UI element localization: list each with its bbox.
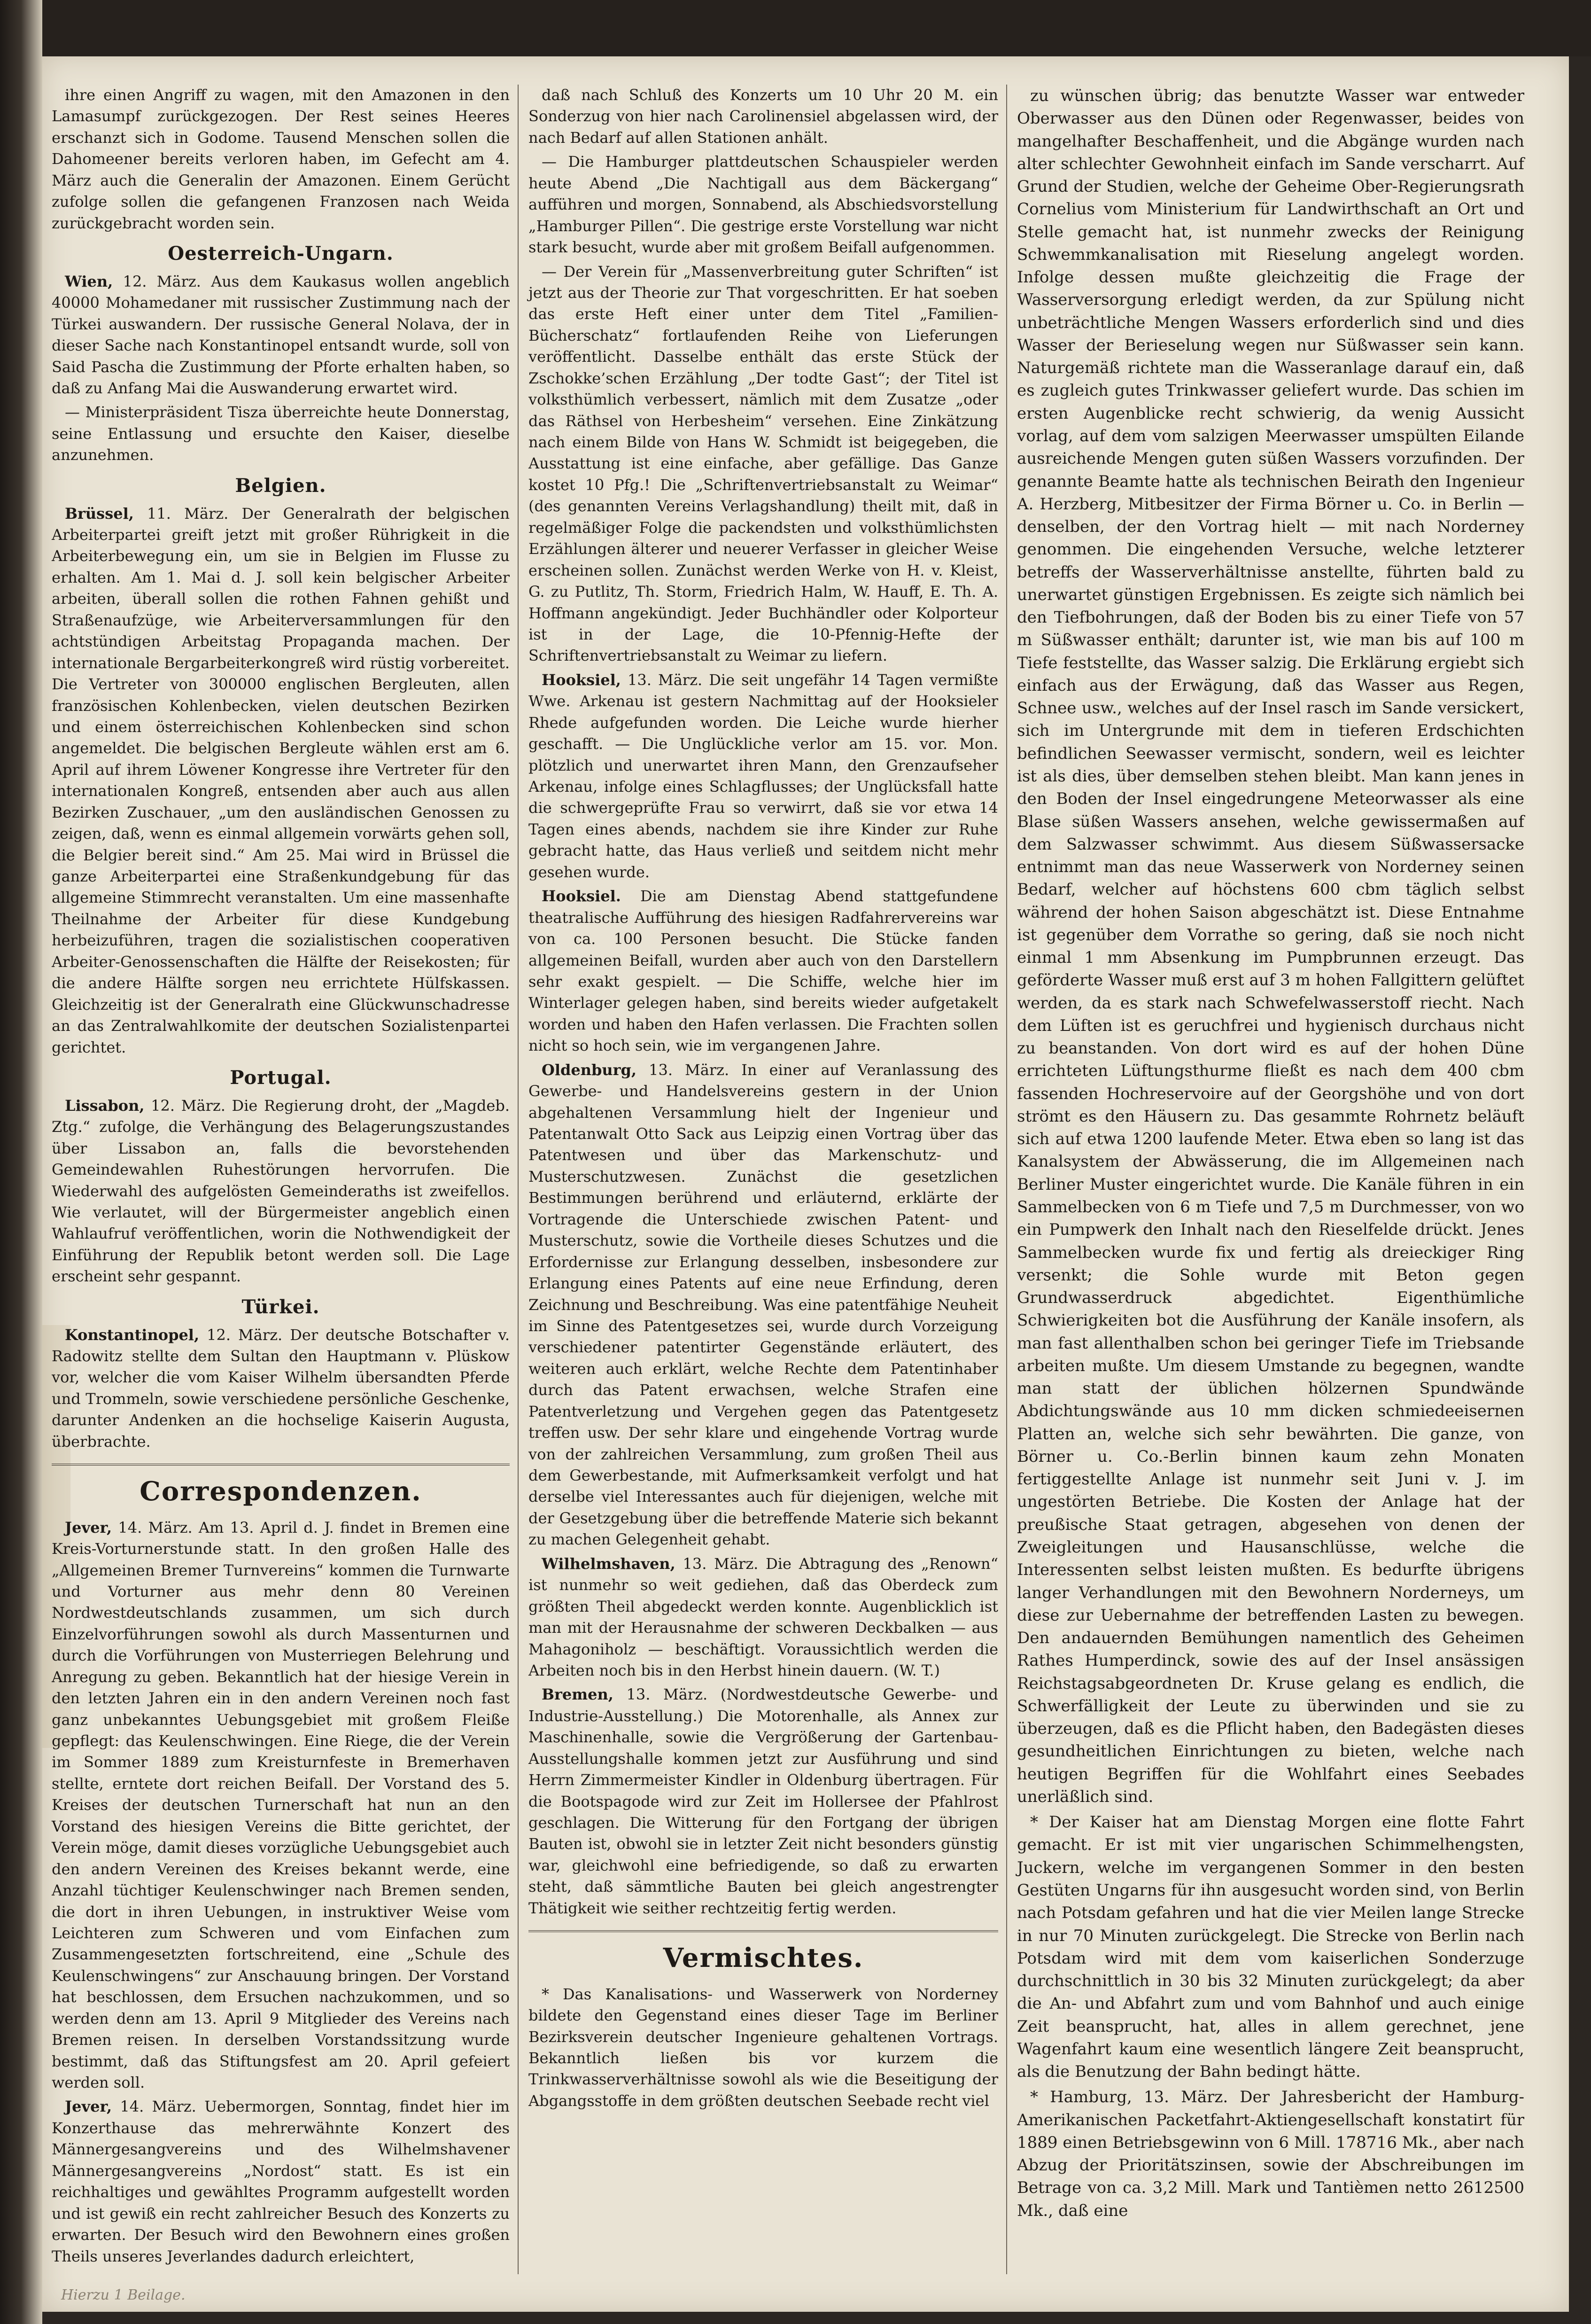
article-verein: — Der Verein für „Massenverbreitung guter Schriften“ ist jetzt aus der Theorie zur That vorgeschritten. Er hat soeben das erste Heft einer unter dem Titel „Familien-Bücherschatz“ fortlaufenden Reihe von Lieferungen veröffentlicht. Dasselbe enthält das erste Stück der Zschokke’schen Erzählung „Der todte Gast“; der Titel ist volksthümlich verbessert, nämlich mit dem Zusatze „oder das Räthsel von Herbesheim“ versehen. Eine Zinkätzung nach einem Bilde von Hans W. Schmidt ist beigegeben, die Ausstattung ist eine einfache, aber gefällige. Das Ganze kostet 10 Pfg.! Die „Schriftenvertriebsanstalt zu Weimar“ (des genannten Vereins Verlagshandlung) theilt mit, daß in regelmäßiger Folge die packendsten und volksthümlichsten Erzählungen älterer und neuerer Verfasser in gleicher Weise erscheinen sollen. Zunächst werden Werke von H. v. Kleist, G. zu Putlitz, Th. Storm, Friedrich Halm, W. Hauff, E. Th. A. Hoffmann angekündigt. Jeder Buchhändler oder Kolporteur ist in der Lage, die 10-Pfennig-Hefte der Schriftenvertriebsanstalt zu Weimar zu liefern. (528, 262, 998, 665)
section-heading-miscellaneous: Vermischtes. (528, 1930, 998, 1977)
column-rule (1006, 85, 1007, 2274)
article-wilhelmshaven (528, 1553, 998, 1682)
article-kaiser: * Der Kaiser hat am Dienstag Morgen eine flotte Fahrt gemacht. Er ist mit vier ungarischen Schimmelhengsten, Juckern, welche im vergangenen Sommer in den besten Gestüten Ungarns für ihn ausgesucht worden sind, von Berlin nach Potsdam gefahren und hat die vier Meilen lange Strecke in nur 70 Minuten zurückgelegt. Die Strecke von Berlin nach Potsdam wird mit dem vom kaiserlichen Sonderzuge durchschnittlich in 30 bis 32 Minuten zurückgelegt; da aber die An- und Abfahrt zum und vom Bahnhof und auch einige Zeit beansprucht, hat, alles in allem gerechnet, jene Wagenfahrt kaum eine wesentlich längere Zeit beansprucht, als die Benutzung der Bahn bedingt hätte. (1017, 1813, 1524, 2082)
article-norderney-continued: zu wünschen übrig; das benutzte Wasser war entweder Oberwasser aus den Dünen oder Regenwasser, beides von mangelhafter Beschaffenheit, und die Abgänge wurden nach alter schlechter Gewohnheit einfach im Sande verscharrt. Auf Grund der Studien, welche der Geheime Ober-Regierungsrath Cornelius vom Ministerium für Landwirthschaft an Ort und Stelle gemacht hat, ist nunmehr zwecks der Reinigung Schwemmkanalisation mit Rieselung angelegt worden. Infolge dessen mußte gleichzeitig die Frage der Wasserversorgung erledigt werden, da zur Spülung nicht unbeträchtliche Mengen Wassers erforderlich sind und dies Wasser der Berieselung wegen nur Süßwasser sein kann. Naturgemäß richtete man die Wasseranlage darauf ein, daß es zugleich gutes Trinkwasser geliefert wurde. Das schien im ersten Augenblicke recht schwierig, da wenig Aussicht vorlag, auf dem vom salzigen Meerwasser umspülten Eilande ausreichende Mengen guten süßen Wassers vorzufinden. Der genannte Beamte hatte als technischen Beirath den Ingenieur A. Herzberg, Mitbesitzer der Firma Börner u. Co. in Berlin — denselben, der den Vortrag hielt — mit nach Norderney genommen. Die eingehenden Versuche, welche letzterer betreffs der Wasserverhältnisse anstellte, führten bald zu unerwartet günstigen Ergebnissen. Es zeigte sich nämlich bei den Tiefbohrungen, daß der Boden bis zu einer Tiefe von 57 m Süßwasser enthält; darunter ist, wie man bis auf 100 m Tiefe feststellte, das Wasser salzig. Die Erklärung ergiebt sich einfach aus der Erwägung, daß das Wasser aus Regen, Schnee usw., welches auf der Insel rasch im Sande versickert, sich im Untergrunde mit dem in tieferen Erdschichten befindlichen Seewasser vermischt, sondern, weil es leichter ist als dies, über demselben stehen bleibt. Man kann jenes in den Boden der Insel eingedrungene Meteorwasser als eine Blase süßen Wassers ansehen, welche gewissermaßen auf dem Salzwasser schwimmt. Aus diesem Süßwassersacke entnimmt man das neue Wasserwerk von Norderney seinen Bedarf, welcher auf höchstens 600 cbm täglich selbst während der hohen Saison abgeschätzt ist. Diese Entnahme ist gegenüber dem Vorrathe so gering, daß sie noch nicht einmal 1 mm Absenkung im Pumpbrunnen erzeugt. Das geförderte Wasser muß erst auf 3 m hohen Fallgittern gelüftet werden, da es stark nach Schwefelwasserstoff riecht. Nach dem Lüften ist es geruchfrei und hygienisch durchaus nicht zu beanstanden. Von dort wird es auf der hohen Düne errichteten Lüftungsthurme fließt es nach dem 400 cbm fassenden Hochreservoire auf der Georgshöhe und von dort strömt es den Häusern zu. Das gesammte Rohrnetz beläuft sich auf etwa 1200 laufende Meter. Etwa eben so lang ist das Kanalsystem der Abwässerung, die im Allgemeinen nach Berliner Muster eingerichtet wurde. Die Kanäle führen in ein Sammelbecken von 6 m Tiefe und 7,5 m Durchmesser, von wo ein Pumpwerk den Inhalt nach den Rieselfelde drückt. Jenes Sammelbecken wurde fix und fertig als dreieckiger Ring versenkt; die Sohle wurde mit Beton gegen Grundwasserdruck abgedichtet. Eigenthümliche Schwierigkeiten bot die Ausführung der Kanäle insofern, als man fast allenthalben schon bei geringer Tiefe im Triebsande arbeiten mußte. Um diesem Umstande zu begegnen, wandte man statt der üblichen hölzernen Spundwände Abdichtungswände aus 10 mm dicken schmiedeeisernen Platten an, welche sich sehr bewährten. Die ganze, von Börner u. Co.-Berlin binnen kaum zehn Monaten fertiggestellte Anlage ist nunmehr seit Juni v. J. im ungestörten Betriebe. Die Kosten der Anlage hat der preußische Staat getragen, abgesehen von denen der Zweigleitungen und Hausanschlüsse, welche die Interessenten selbst leisten mußten. Es bedurfte übrigens langer Verhandlungen mit den Bewohnern Norderneys, um diese zur Uebernahme der betreffenden Lasten zu bewegen. Den andauernden Bemühungen namentlich des Geheimen Rathes Humperdinck, sowie des auf der Insel ansässigen Reichstagsabgeordneten Dr. Kruse gelang es endlich, die Schwerfälligkeit der Leute zu überwinden und sie zu überzeugen, daß es die Pflicht haben, den Badegästen dieses gesundheitlichen Einrichtungen zu bieten, welche nach heutigen Begriffen für die Wohlfahrt eines Seebades unerläßlich sind. (1017, 86, 1524, 1806)
section-heading-correspondence: Correspondenzen. (52, 1464, 510, 1511)
dateline: Wilhelmshaven, (542, 1554, 675, 1573)
article-tisza: — Ministerpräsident Tisza überreichte heute Donnerstag, seine Entlassung und ersuchte den Kaiser, dieselbe anzunehmen. (52, 403, 510, 464)
dateline: Konstantinopel, (65, 1326, 200, 1344)
article-oldenburg (528, 1060, 998, 1551)
article-hamburg-packetfahrt: * Hamburg, 13. März. Der Jahresbericht der Hamburg-Amerikanischen Packetfahrt-Aktiengesellschaft konstatirt für 1889 einen Betriebsgewinn von 6 Mill. 178716 Mk., aber nach Abzug der Prioritätszinsen, sowie der Abschreibungen im Betrage von ca. 3,2 Mill. Mark und Tantièmen netto 2612500 Mk., daß eine (1017, 2088, 1524, 2220)
article-body: 13. März. Die seit ungefähr 14 Tagen vermißte Wwe. Arkenau ist gestern Nachmittag auf der Hooksieler Rhede aufgefunden worden. Die Leiche wurde hierher geschafft. — Die Unglückliche verlor am 15. vor. Mon. plötzlich und unerwartet ihren Mann, den Grenzaufseher Arkenau, infolge eines Schlagflusses; der Unglücksfall hatte die schwergeprüfte Frau so verwirrt, daß sie vor etwa 14 Tagen eines abends, nachdem sie ihre Kinder zur Ruhe gebracht hatte, das Haus verließ und seitdem nicht mehr gesehen wurde. (528, 671, 999, 881)
dateline: Brüssel, (65, 504, 134, 523)
column-rule (518, 85, 519, 2274)
article-body: 13. März. In einer auf Veranlassung des Gewerbe- und Handelsvereins gestern in der Union abgehaltenen Versammlung hielt der Ingenieur und Patentanwalt Otto Sack aus Leipzig einen Vortrag über das Patentwesen und über das Markenschutz- und Musterschutzwesen. Zunächst die gesetzlichen Bestimmungen berührend und erläuternd, erklärte der Vortragende die Unterschiede zwischen Patent- und Musterschutz, sowie die Vortheile dieses Schutzes und die Erfordernisse zur Erlangung desselben, insbesondere zur Erlangung eines Patents auf eine neue Erfindung, deren Zeichnung und Beschreibung. Was eine patentfähige Neuheit im Sinne des Patentgesetzes sei, wurde durch Vorzeigung verschiedener patentirter Gegenstände erläutert, des weiteren auch erklärt, welche Rechte dem Patentinhaber durch das Patent erwachsen, welche Strafen eine Patentverletzung und Vergehen gegen das Patentgesetz treffen usw. Der sehr klare und eingehende Vortrag wurde von der zahlreichen Versammlung, zum großen Theil aus dem Gewerbestande, mit Aufmerksamkeit verfolgt und hat derselbe viel Interessantes auch für diejenigen, welche mit der Gesetzgebung über die betreffende Materie sich bekannt zu machen Gelegenheit gehabt. (528, 1061, 999, 1549)
column-3 (1017, 85, 1524, 2225)
article-bremen (528, 1684, 998, 1919)
article-body: 12. März. Die Regierung droht, der „Magdeb. Ztg.“ zufolge, die Verhängung des Belagerungszustandes über Lissabon an, falls die bevorstehenden Gemeindewahlen Ruhestörungen hervorrufen. Die Wiederwahl des aufgelösten Gemeinderaths ist zweifellos. Wie verlautet, will der Bürgermeister angeblich einen Wahlaufruf veröffentlichen, worin die Nothwendigkeit der Einführung der Republik betont werden soll. Die Lage erscheint sehr gespannt. (52, 1096, 510, 1286)
dateline: Wien, (65, 272, 113, 290)
article-continuation: daß nach Schluß des Konzerts um 10 Uhr 20 M. ein Sonderzug von hier nach Carolinensiel abgelassen wird, der nach Bedarf auf allen Stationen anhält. (528, 86, 998, 147)
article-jever-2 (52, 2096, 510, 2267)
dateline: Jever, (65, 2098, 112, 2116)
article-body: 11. März. Der Generalrath der belgischen Arbeiterpartei greift jetzt mit großer Rührigkeit in die Arbeiterbewegung ein, um sie in Belgien im Flusse zu erhalten. Am 1. Mai d. J. soll kein belgischer Arbeiter arbeiten, überall sollen die rothen Fahnen gehißt und Straßenaufzüge, wie Arbeiterversammlungen für den achtstündigen Arbeitstag Propaganda machen. Der internationale Bergarbeiterkongreß wird rüstig vorbereitet. Die Vertreter von 300000 englischen Bergleuten, allen französischen Kohlenbecken, vielen deutschen Bezirken und einem österreichischen Kohlenbecken sind schon angemeldet. Die belgischen Bergleute wählen erst am 6. April auf ihrem Löwener Kongresse ihre Vertreter für den internationalen Kongreß, entsenden aber auch aus allen Bezirken Zuschauer, „um den ausländischen Genossen zu zeigen, daß, wenn es einmal allgemein vorwärts gehen soll, die Belgier bereit sind.“ Am 25. Mai wird in Brüssel die ganze Arbeiterpartei eine Straßenkundgebung für das allgemeine Stimmrecht veranstalten. Um eine massenhafte Theilnahme der Arbeiter für diese Kundgebung herbeizuführen, tragen die sozialistischen cooperativen Arbeiter-Genossenschaften die Hälfte der Reisekosten; für die andere Hälfte sorgen neu errichtete Hülfskassen. Gleichzeitig ist der Generalrath eine Glückwunschadresse an das Zentralwahlkomite der deutschen Sozialistenpartei gerichtet. (52, 504, 510, 1056)
dateline: Jever, (65, 1518, 112, 1536)
scan-binding-edge (0, 0, 42, 2324)
article-jever-1 (52, 1517, 510, 2094)
article-body: 13. März. (Nordwestdeutsche Gewerbe- und Industrie-Ausstellung.) Die Motorenhalle, als Annex zur Maschinenhalle, sowie die Vergrößerung der Gartenbau-Ausstellungshalle kommen jetzt zur Ausführung und sind Herrn Zimmermeister Kindler in Oldenburg übertragen. Für die Bootspagode wird zur Zeit im Hollersee der Pfahlrost geschlagen. Die Witterung für den Fortgang der übrigen Bauten ist, obwohl sie in letzter Zeit nicht besonders günstig war, gleichwohl eine befriedigende, so daß zu erwarten steht, daß sämmtliche Bauten bei gleich angestrengter Thätigkeit wie seither rechtzeitig fertig werden. (528, 1685, 999, 1917)
article-wien (52, 271, 510, 399)
dateline: Hooksiel, (542, 671, 621, 689)
article-body: 14. März. Uebermorgen, Sonntag, findet hier im Konzerthause das mehrerwähnte Konzert des Männergesangvereins und des Wilhelmshavener Männergesangvereins „Nordost“ statt. Es ist ein reichhaltiges und gewähltes Programm aufgestellt worden und ist gewiß ein recht zahlreicher Besuch des Konzerts zu erwarten. Der Besuch wird den Bewohnern eines großen Theils unseres Jeverlandes dadurch erleichtert, (52, 2098, 510, 2265)
article-hooksiel-1 (528, 670, 998, 883)
article-hamburg-theatre: — Die Hamburger plattdeutschen Schauspieler werden heute Abend „Die Nachtigall aus dem Bäckergang“ aufführen und morgen, Sonnabend, als Abschiedsvorstellung „Hamburger Pillen“. Die gestrige erste Vorstellung war nicht stark besucht, wurde aber mit großem Beifall aufgenommen. (528, 153, 998, 257)
article-bruessel (52, 503, 510, 1058)
dateline: Bremen, (542, 1685, 613, 1704)
dateline: Oldenburg, (542, 1061, 637, 1079)
section-heading-belgium: Belgien. (235, 474, 326, 497)
article-body: 12. März. Der deutsche Botschafter v. Radowitz stellte dem Sultan den Hauptmann v. Plüskow vor, welcher die vom Kaiser Wilhelm übersandten Pferde und Trommeln, sowie verschiedene persönliche Geschenke, darunter Andenken an die hochselige Kaiserin Augusta, überbrachte. (52, 1326, 510, 1451)
article-body: 14. März. Am 13. April d. J. findet in Bremen eine Kreis-Vorturnerstunde statt. In den großen Halle des „Allgemeinen Bremer Turnvereins“ kommen die Turnwarte und Vorturner aus mehr denn 80 Vereinen Nordwestdeutschlands zusammen, um sich durch Einzelvorführungen sowohl als durch Massenturnen und durch die Vorführungen von Musterriegen Belehrung und Anregung zu geben. Bekanntlich hat der hiesige Verein in den letzten Jahren ein in den andern Vereinen noch fast ganz unbekanntes Uebungsgebiet mit großem Fleiße gepflegt: das Keulenschwingen. Eine Riege, die der Verein im Sommer 1889 zum Kreisturnfeste in Bremerhaven stellte, erntete dort reichen Beifall. Der Vorstand des 5. Kreises der deutschen Turnerschaft hat nun an den Vorstand des hiesigen Vereins die Bitte gerichtet, der Verein möge, damit dieses vorzügliche Uebungsgebiet auch den andern Vereinen des Kreises bekannt werde, eine Anzahl tüchtiger Keulenschwinger nach Bremen senden, die dort in ihren Uebungen, in instruktiver Weise vom Leichteren zum Schweren und vom Einfachen zum Zusammengesetzten fortschreitend, eine „Schule des Keulenschwingens“ zur Anschauung bringen. Der Vorstand hat beschlossen, dem Ersuchen nachzukommen, und so werden denn am 13. April 9 Mitglieder des Vereins nach Bremen reisen. In derselben Vorstandssitzung wurde bestimmt, daß das Stiftungsfest am 20. April gefeiert werden soll. (52, 1518, 510, 2092)
article-konstantinopel (52, 1325, 510, 1453)
section-heading-turkey: Türkei. (241, 1295, 320, 1318)
article-lissabon (52, 1095, 510, 1287)
section-heading-austria: Oesterreich-Ungarn. (168, 242, 394, 265)
article-body: 12. März. Aus dem Kaukasus wollen angeblich 40000 Mohamedaner mit russischer Zustimmung nach der Türkei auswandern. Der russische General Nolava, der in dieser Sache nach Konstantinopel entsandt wurde, soll von Said Pascha die Zustimmung der Pforte erhalten haben, so daß zu Anfang Mai die Auswanderung erwartet wird. (52, 272, 510, 398)
column-2 (528, 85, 998, 2114)
article-continuation: ihre einen Angriff zu wagen, mit den Amazonen in den Lamasumpf zurückgezogen. Der Rest seines Heeres erschanzt sich in Godome. Tausend Menschen sollen die Dahomeener bereits verloren haben, im Gefecht am 4. März auch die Generalin der Amazonen. Einem Gerücht zufolge sollen die gefangenen Franzosen nach Weida zurückgebracht worden sein. (52, 86, 510, 232)
page-footer: Hierzu 1 Beilage. (61, 2287, 186, 2303)
dateline: Hooksiel. (542, 887, 621, 905)
article-hooksiel-2 (528, 886, 998, 1057)
newspaper-page (42, 56, 1569, 2312)
article-body: Die am Dienstag Abend stattgefundene theatralische Aufführung des hiesigen Radfahrervereins war von ca. 100 Personen besucht. Die Stücke fanden allgemeinen Beifall, wurden aber auch von den Darstellern sehr exakt gespielt. — Die Schiffe, welche hier im Winterlager gelegen haben, sind bereits wieder aufgetakelt worden und haben den Hafen verlassen. Die Frachten sollen nicht so hoch sein, wie im vergangenen Jahre. (528, 887, 998, 1055)
article-norderney: * Das Kanalisations- und Wasserwerk von Norderney bildete den Gegenstand eines dieser Tage im Berliner Bezirksverein deutscher Ingenieure gehaltenen Vortrags. Bekanntlich ließen bis vor kurzem die Trinkwasserverhältnisse sowohl als wie die Beseitigung der Abgangsstoffe in dem größten deutschen Seebade recht viel (528, 1985, 998, 2110)
scan-top-border (0, 0, 1591, 56)
column-1 (52, 85, 510, 2270)
article-body: 13. März. Die Abtragung des „Renown“ ist nunmehr so weit gediehen, daß das Oberdeck zum größten Theil abgedeckt werden konnte. Augenblicklich ist man mit der Herausnahme der schweren Deckbalken — aus Mahagoniholz — beschäftigt. Voraussichtlich werden die Arbeiten noch bis in den Herbst hinein dauern. (W. T.) (528, 1554, 999, 1679)
section-heading-portugal: Portugal. (230, 1066, 332, 1089)
dateline: Lissabon, (65, 1096, 145, 1115)
